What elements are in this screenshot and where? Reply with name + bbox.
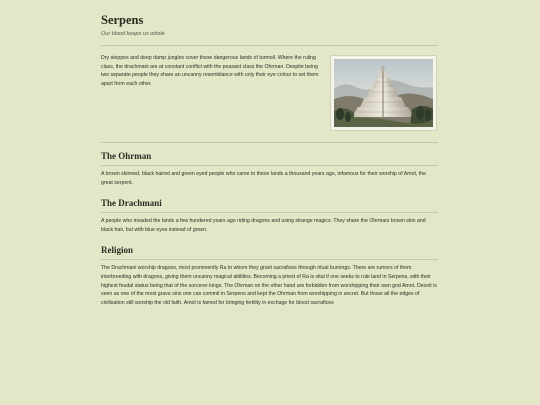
site-title[interactable]: Serpens <box>101 13 144 27</box>
ziggurat-image <box>330 55 437 131</box>
section-divider <box>101 165 438 166</box>
ziggurat-illustration <box>334 59 433 127</box>
section-religion <box>101 244 438 307</box>
section-title: The Drachmani <box>101 198 162 209</box>
site-tagline: Our blood keeps us whole <box>101 31 165 37</box>
section-divider <box>101 212 438 213</box>
section-title: The Ohrman <box>101 151 152 161</box>
main-content <box>101 10 438 307</box>
section-ohrman <box>101 150 438 187</box>
section-body: A people who invaded the lands a few hundered years ago riding dragons and using strange magics. They share the Ohrmani brown skin and black hair, but with blue eyes instead of green. <box>101 218 426 233</box>
intro-text: Dry steppes and deep damp jungles cover these dangerous lands of turmoil. Where the ruling class, the drachmani are at constant conflict with the peasant class the Ohrman. Despite being two separate people they share an uncanny resemblance with only their eye colour to set them apart from each other. <box>101 55 319 87</box>
header-divider <box>101 45 438 46</box>
section-title: Religion <box>101 245 134 256</box>
section-body: A brown skinned, black haired and green eyed people who came to these lands a thousand years ago, infamous for their worship of Amot, the great serpent. <box>101 171 426 186</box>
section-body: The Drachmani worship dragons, most prominently Ra to whom they grant sacrafices through ritual burnings. There are rumors of them interbreeding with dragons, giving them uncanny magical abilities. Becoming a priest of Ra is vital if one seeks to rule land in Serpens, with their highest feudal status being that of the sorcerer kings. The Ohrman on the other hand are forbidden from worshipping their own god Amot. Deceit is seen as one of the most grave sins one can commit in Serpens and kept the Ohrman from worshipping in secret. But those all the edges of civilisation still worship the old faith. Amot is famed for bringing fertility in exchage for blood sacrafices <box>101 265 437 306</box>
intro-divider <box>101 142 438 143</box>
site-header <box>101 10 438 38</box>
section-drachmani <box>101 197 438 234</box>
intro-block <box>101 54 438 142</box>
section-divider <box>101 259 438 260</box>
